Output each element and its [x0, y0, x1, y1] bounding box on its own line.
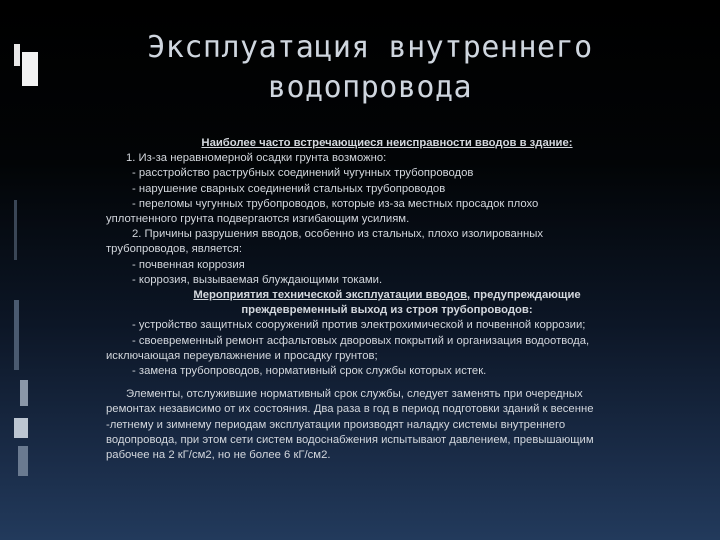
heading-failures: Наиболее часто встречающиеся неисправности вводов в здание: [201, 137, 573, 149]
measure-3: - замена трубопроводов, нормативный срок службы которых истек. [132, 365, 487, 378]
list-item-1: 1. Из-за неравномерной осадки грунта возможно: [126, 152, 387, 165]
paragraph-line-4: водопровода, при этом сети систем водоснабжения испытывают давлением, превышающим [106, 433, 594, 446]
heading-measures [106, 288, 668, 303]
list-item-1c: - переломы чугунных трубопроводов, которые из-за местных просадок плохо [132, 197, 539, 210]
measure-2: - своевременный ремонт асфальтовых дворовых покрытий и организация водоотвода, [132, 334, 590, 347]
list-item-2-cont: трубопроводов, является: [106, 243, 243, 256]
heading-measures-rest: предупреждающие [470, 289, 581, 302]
list-item-1c-cont: уплотненного грунта подвергаются изгибающим усилиям. [106, 213, 410, 226]
slide-title [110, 28, 630, 108]
side-bar-2 [22, 52, 38, 86]
title-line-1: Эксплуатация внутреннего [147, 30, 593, 65]
side-bar-6 [14, 418, 28, 438]
decorative-side-bars [14, 0, 40, 540]
list-item-2: 2. Причины разрушения вводов, особенно из стальных, плохо изолированных [132, 228, 544, 241]
paragraph-line-2: ремонтах независимо от их состояния. Два раза в год в период подготовки зданий к весенне [106, 403, 594, 416]
slide-body [106, 136, 668, 463]
list-item-2b: - коррозия, вызываемая блуждающими токами. [132, 273, 383, 286]
paragraph-line-3: -летнему и зимнему периодам эксплуатации производят наладку системы внутреннего [106, 418, 566, 431]
title-line-2: водопровода [267, 70, 473, 105]
side-bar-3 [14, 200, 17, 260]
heading-measures-underlined: Мероприятия технической эксплуатации вводов, [193, 289, 471, 302]
side-bar-7 [18, 446, 28, 476]
side-bar-5 [20, 380, 28, 406]
list-item-2a: - почвенная коррозия [132, 258, 245, 271]
side-bar-4 [14, 300, 19, 370]
measure-1: - устройство защитных сооружений против электрохимической и почвенной коррозии; [132, 319, 586, 332]
side-bar-1 [14, 44, 20, 66]
measure-2-cont: исключающая переувлажнение и просадку грунтов; [106, 349, 378, 362]
paragraph-line-1: Элементы, отслужившие нормативный срок службы, следует заменять при очередных [126, 388, 583, 401]
list-item-1a: - расстройство раструбных соединений чугунных трубопроводов [132, 167, 474, 180]
heading-measures-line2: преждевременный выход из строя трубопроводов: [241, 304, 533, 317]
paragraph-line-5: рабочее на 2 кГ/см2, но не более 6 кГ/см2. [106, 449, 331, 462]
list-item-1b: - нарушение сварных соединений стальных трубопроводов [132, 182, 446, 195]
